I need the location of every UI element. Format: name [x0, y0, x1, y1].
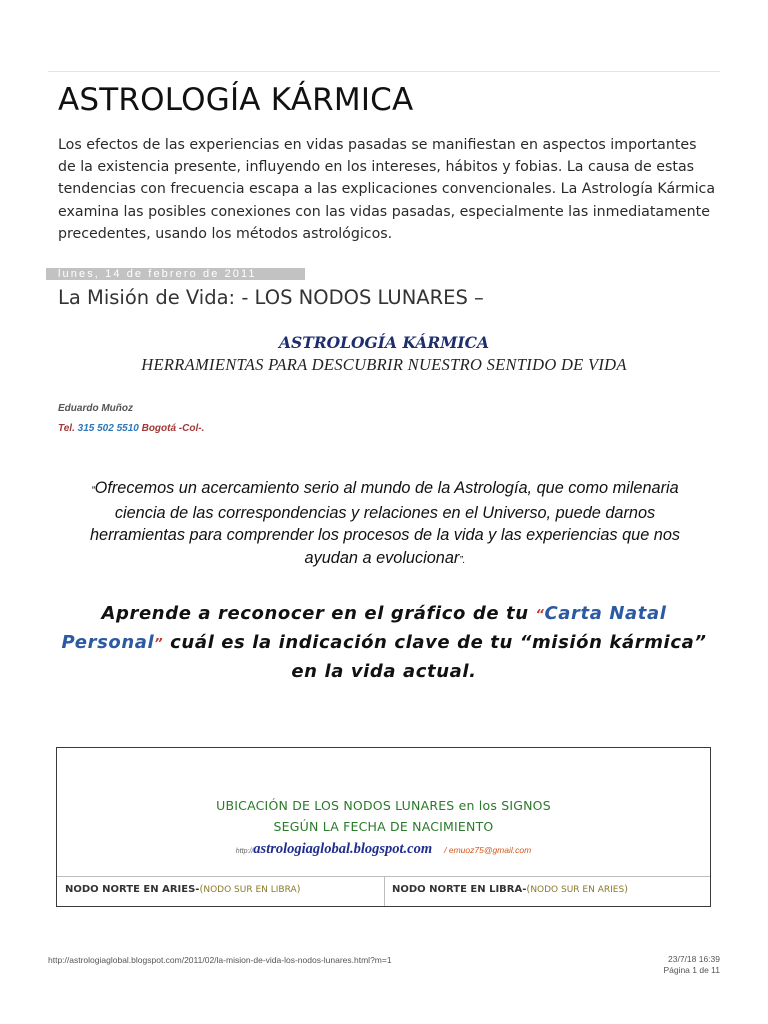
- table-heading-2: SEGÚN LA FECHA DE NACIMIENTO: [273, 819, 494, 834]
- post-subtitle: ASTROLOGÍA KÁRMICA: [279, 333, 489, 352]
- phone-location: Bogotá -Col-.: [138, 423, 205, 434]
- author-name: Eduardo Muñoz: [58, 403, 133, 414]
- phone-number[interactable]: 315 502 5510: [77, 423, 139, 434]
- callout-post: cuál es la indicación clave de tu “misión kármica” en la vida actual.: [163, 632, 707, 682]
- lunar-nodes-table: [56, 747, 711, 907]
- cell-south-node: NODO SUR EN LIBRA: [203, 885, 297, 895]
- quote-open-mark: “: [91, 485, 95, 496]
- author-phone: [58, 423, 204, 434]
- cell-south-node: NODO SUR EN ARIES: [530, 885, 625, 895]
- callout-open-quote: “: [535, 608, 545, 623]
- email-link[interactable]: / emuoz75@gmail.com: [444, 845, 532, 855]
- table-column-divider: [384, 876, 385, 907]
- callout-pre: Aprende a reconocer en el gráfico de tu: [101, 603, 536, 624]
- link-prefix: http://: [235, 848, 254, 855]
- table-cell-libra: [392, 884, 628, 895]
- header-divider: [48, 71, 720, 72]
- phone-prefix: Tel.: [58, 423, 78, 434]
- blog-title[interactable]: ASTROLOGÍA KÁRMICA: [58, 82, 414, 118]
- footer-date: 23/7/18 16:39: [668, 954, 720, 964]
- table-heading-1: UBICACIÓN DE LOS NODOS LUNARES en los SIGNOS: [216, 798, 551, 813]
- quote-close-mark: ”.: [459, 554, 466, 566]
- cell-open-paren: (: [526, 884, 531, 895]
- table-cell-aries: [65, 884, 301, 895]
- blog-description: Los efectos de las experiencias en vidas pasadas se manifiestan en aspectos importantes de la existencia presente, influyendo en los intereses, hábitos y fobias. La causa de estas tendencias con frecuencia escapa a las explicaciones convencionales. La Astrología Kármica examina las posibles conexiones con las vidas pasadas, especialmente las inmediatamente precedentes, usando los métodos astrológicos.: [58, 137, 716, 242]
- cell-north-node: NODO NORTE EN LIBRA-: [392, 884, 527, 895]
- quote-text: Ofrecemos un acercamiento serio al mundo de la Astrología, que como milenaria ciencia de las correspondencias y relaciones en el Universo, puede darnos herramientas para comprender los procesos de la vida y las experiencias que nos ayudan a evolucionar: [89, 479, 681, 567]
- site-link[interactable]: astrologiaglobal.blogspot.com: [253, 841, 433, 857]
- table-link-row: [57, 838, 710, 858]
- cell-open-paren: (: [199, 884, 204, 895]
- post-title[interactable]: La Misión de Vida: - LOS NODOS LUNARES –: [58, 286, 484, 309]
- callout-text: [50, 600, 718, 685]
- cell-close-paren: ): [624, 884, 629, 895]
- post-subsubtitle: HERRAMIENTAS PARA DESCUBRIR NUESTRO SENTIDO DE VIDA: [141, 355, 627, 374]
- cell-north-node: NODO NORTE EN ARIES-: [65, 884, 200, 895]
- mission-quote: [70, 477, 700, 572]
- footer-url: http://astrologiaglobal.blogspot.com/2011/02/la-mision-de-vida-los-nodos-lunares.html?m=1: [48, 955, 392, 965]
- footer-page-number: Página 1 de 11: [663, 965, 720, 975]
- callout-close-quote: ”: [154, 637, 164, 652]
- post-date-header: lunes, 14 de febrero de 2011: [46, 268, 305, 280]
- cell-close-paren: ): [296, 884, 301, 895]
- callout-highlight: Carta Natal Personal: [61, 603, 667, 653]
